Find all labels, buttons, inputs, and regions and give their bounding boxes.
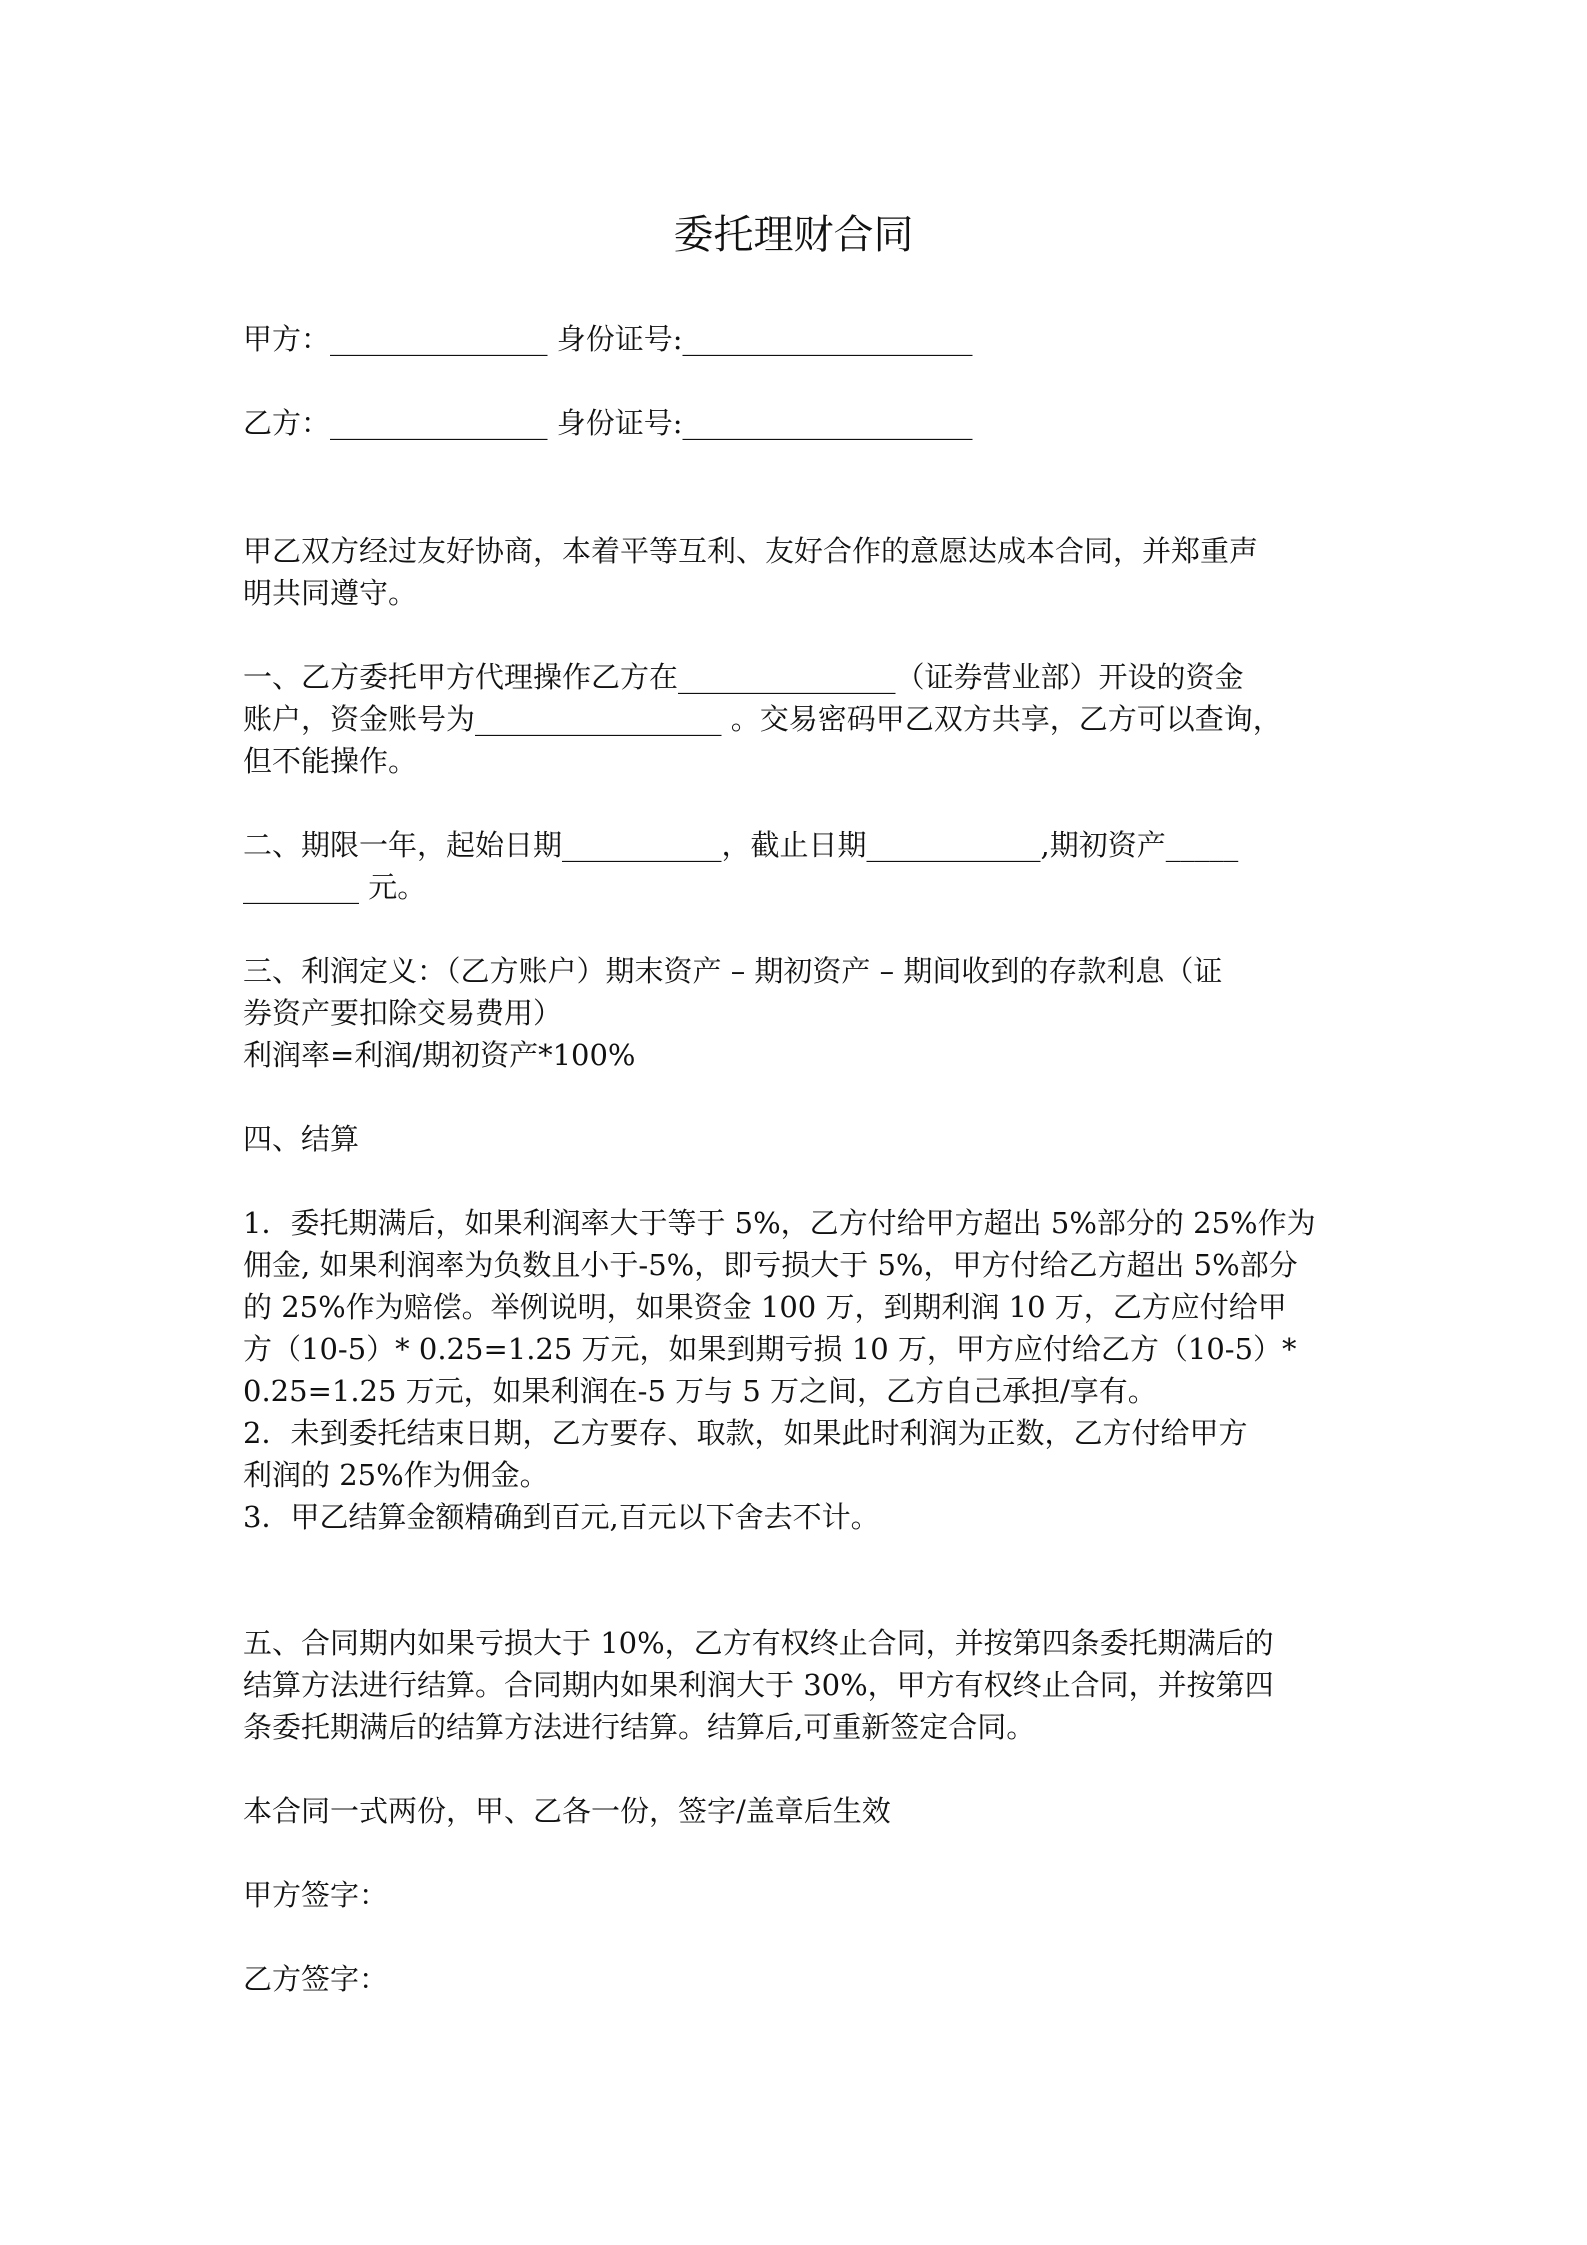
clause-4-heading: [243, 1118, 1351, 1160]
text-line: 乙方签字：: [243, 1962, 389, 1996]
clause-2-paragraph: [243, 824, 1351, 908]
clause-1-paragraph: [243, 656, 1351, 782]
document-title: 委托理财合同: [673, 212, 914, 258]
text-line: 甲乙双方经过友好协商，本着平等互利、友好合作的意愿达成本合同，并郑重声: [243, 534, 1259, 568]
party-a-signature: [243, 1874, 1351, 1916]
text-line: 二、期限一年，起始日期___________，截止日期____________,期初资产_____: [243, 828, 1239, 862]
text-line: 方（10-5）* 0.25=1.25 万元，如果到期亏损 10 万，甲方应付给乙方（10-5）*: [243, 1332, 1297, 1366]
text-line: ________ 元。: [243, 870, 427, 904]
text-line: 但不能操作。: [243, 744, 418, 778]
text-line: 账户，资金账号为_________________ 。交易密码甲乙双方共享，乙方可以查询，: [243, 702, 1282, 736]
text-line: 明共同遵守。: [243, 576, 418, 610]
party-b-signature: [243, 1958, 1351, 2000]
party-a-line: 甲方：_______________ 身份证号:____________________: [243, 322, 973, 356]
clause-3-paragraph: [243, 950, 1351, 1076]
text-line: 条委托期满后的结算方法进行结算。结算后,可重新签定合同。: [243, 1710, 1036, 1744]
text-line: 1．委托期满后，如果利润率大于等于 5%，乙方付给甲方超出 5%部分的 25%作为: [243, 1206, 1316, 1240]
party-b-info: [243, 402, 1351, 444]
party-a-info: [243, 318, 1351, 360]
text-line: 三、利润定义：（乙方账户）期末资产 – 期初资产 – 期间收到的存款利息（证: [243, 954, 1223, 988]
copies-note: [243, 1790, 1351, 1832]
text-line: 本合同一式两份，甲、乙各一份，签字/盖章后生效: [243, 1794, 891, 1828]
text-line: 利润率=利润/期初资产*100%: [243, 1038, 636, 1072]
preamble-paragraph: [243, 530, 1351, 614]
text-line: 3．甲乙结算金额精确到百元,百元以下舍去不计。: [243, 1500, 880, 1534]
text-line: 利润的 25%作为佣金。: [243, 1458, 549, 1492]
text-line: 结算方法进行结算。合同期内如果利润大于 30%，甲方有权终止合同，并按第四: [243, 1668, 1274, 1702]
party-b-line: 乙方：_______________ 身份证号:____________________: [243, 406, 973, 440]
text-line: 甲方签字：: [243, 1878, 389, 1912]
clause-5-paragraph: [243, 1622, 1351, 1748]
text-line: 0.25=1.25 万元，如果利润在-5 万与 5 万之间，乙方自己承担/享有。: [243, 1374, 1157, 1408]
text-line: 四、结算: [243, 1122, 360, 1156]
text-line: 券资产要扣除交易费用）: [243, 996, 563, 1030]
clause-4-items: [243, 1202, 1351, 1538]
text-line: 佣金, 如果利润率为负数且小于-5%，即亏损大于 5%，甲方付给乙方超出 5%部分: [243, 1248, 1298, 1282]
text-line: 一、乙方委托甲方代理操作乙方在_______________（证券营业部）开设的资金: [243, 660, 1244, 694]
text-line: 的 25%作为赔偿。举例说明，如果资金 100 万，到期利润 10 万，乙方应付给甲: [243, 1290, 1287, 1324]
text-line: 五、合同期内如果亏损大于 10%，乙方有权终止合同，并按第四条委托期满后的: [243, 1626, 1274, 1660]
text-line: 2．未到委托结束日期，乙方要存、取款，如果此时利润为正数，乙方付给甲方: [243, 1416, 1248, 1450]
